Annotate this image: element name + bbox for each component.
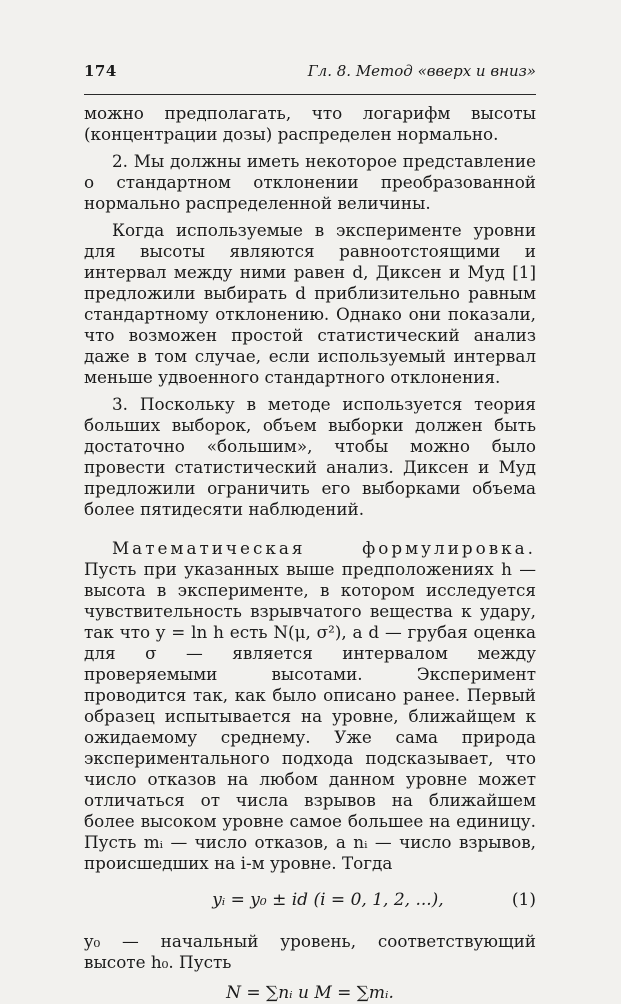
paragraph-continuation: можно предполагать, что логарифм высоты (концентрации дозы) распределен нормально.	[84, 103, 536, 144]
running-head	[84, 62, 536, 95]
page-number: 174	[84, 62, 117, 80]
formulation-text: Пусть при указанных выше предположениях h — высота в эксперименте, в котором исследуется чувствительность взрывчатого вещества к удару, так что y = ln h есть N(μ, σ²), а d — грубая оценка для σ — является интервалом между проверяемыми высотами. Эксперимент проводится так, как было описано ранее. Первый образец испытывается на уровне, ближайщем к ожидаемому среднему. Уже сама природа экспериментального подхода подсказывает, что число отказов на любом данном уровне может отличаться от числа взрывов на ближайшем более высоком уровне самое большее на единицу. Пусть mᵢ — число отказов, а nᵢ — число взрывов, происшедших на i-м уровне. Тогда	[84, 559, 536, 873]
body-text	[84, 103, 536, 1004]
paragraph-initial-level: y₀ — начальный уровень, соответствующий высоте h₀. Пусть	[84, 931, 536, 972]
chapter-title: Гл. 8. Метод «вверх и вниз»	[307, 62, 536, 80]
paragraph-formulation	[84, 538, 536, 874]
equation-1-number: (1)	[511, 890, 536, 910]
paragraph-interval: Когда используемые в эксперименте уровни для высоты являются равноотстоящими и интервал между ними равен d, Диксен и Муд [1] предложили выбирать d приблизительно равным стандартному отклонению. Однако они показали, что возможен простой статистический анализ даже в том случае, если используемый интервал меньше удвоенного стандартного отклонения.	[84, 220, 536, 387]
equation-1-body: yᵢ = y₀ ± id (i = 0, 1, 2, ...),	[212, 890, 444, 910]
equation-1	[84, 890, 536, 911]
book-page	[84, 62, 536, 1004]
section-heading: Математическая формулировка.	[112, 538, 536, 558]
equation-2: N = ∑nᵢ и M = ∑mᵢ.	[226, 983, 394, 1003]
paragraph-item-3: 3. Поскольку в методе используется теория больших выборок, объем выборки должен быть достаточно «большим», чтобы можно было провести статистический анализ. Диксен и Муд предложили ограничить его выборками объема более пятидесяти наблюдений.	[84, 394, 536, 519]
paragraph-item-2: 2. Мы должны иметь некоторое представление о стандартном отклонении преобразованной нормально распределенной величины.	[84, 151, 536, 213]
